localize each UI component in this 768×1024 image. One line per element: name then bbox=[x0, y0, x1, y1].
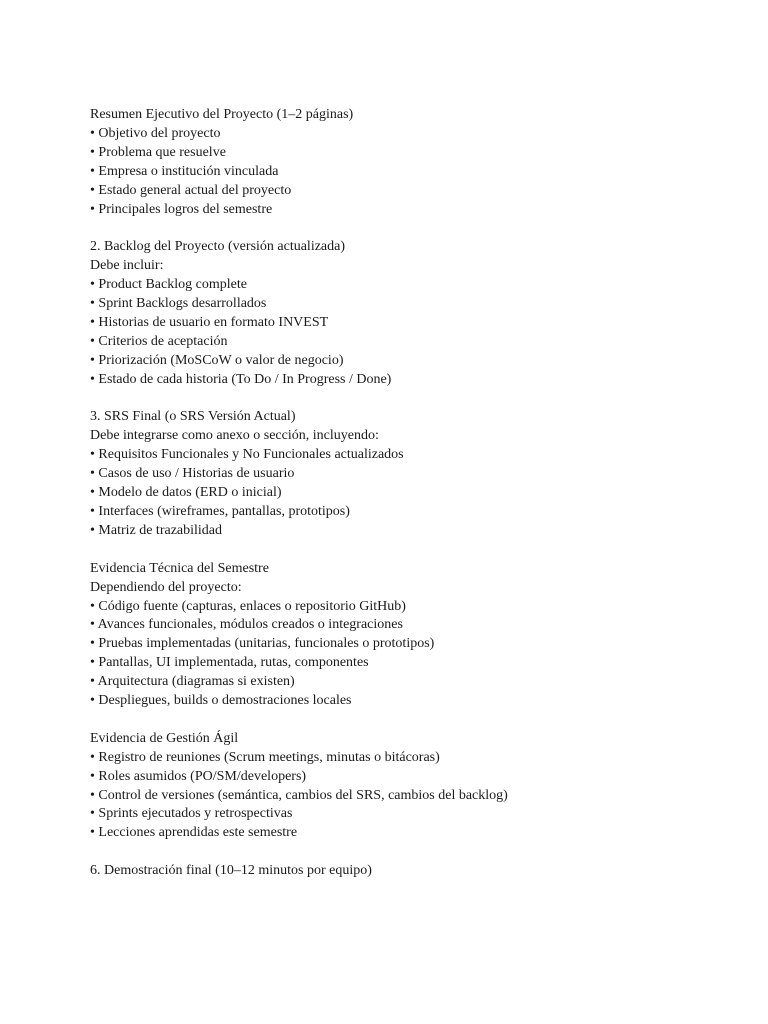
list-item: • Lecciones aprendidas este semestre bbox=[90, 825, 298, 841]
list-item: • Priorización (MoSCoW o valor de negocio) bbox=[90, 352, 344, 368]
list-item: • Avances funcionales, módulos creados o integraciones bbox=[90, 617, 403, 633]
list-item: • Requisitos Funcionales y No Funcionales actualizados bbox=[90, 447, 404, 463]
list-item: • Pantallas, UI implementada, rutas, componentes bbox=[90, 655, 369, 671]
section-heading: Evidencia de Gestión Ágil bbox=[90, 730, 239, 746]
list-item: • Código fuente (capturas, enlaces o repositorio GitHub) bbox=[90, 598, 406, 614]
list-item: • Interfaces (wireframes, pantallas, prototipos) bbox=[90, 504, 350, 519]
list-item: • Estado general actual del proyecto bbox=[90, 182, 292, 198]
list-item: • Control de versiones (semántica, cambios del SRS, cambios del backlog) bbox=[90, 787, 508, 803]
section-heading: 3. SRS Final (o SRS Versión Actual) bbox=[90, 409, 296, 425]
list-item: • Roles asumidos (PO/SM/developers) bbox=[90, 768, 307, 784]
list-item: • Casos de uso / Historias de usuario bbox=[90, 466, 295, 482]
list-item: • Problema que resuelve bbox=[90, 144, 226, 160]
list-item: • Matriz de trazabilidad bbox=[90, 522, 223, 538]
section-backlog bbox=[90, 238, 730, 389]
section-heading: 2. Backlog del Proyecto (versión actualizada) bbox=[90, 239, 346, 255]
section-intro: Debe incluir: bbox=[90, 258, 164, 274]
list-item: • Principales logros del semestre bbox=[90, 201, 273, 217]
section-intro: Dependiendo del proyecto: bbox=[90, 579, 242, 595]
list-item: • Criterios de aceptación bbox=[90, 333, 228, 349]
list-item: • Registro de reuniones (Scrum meetings, minutas o bitácoras) bbox=[90, 749, 440, 765]
section-heading: 6. Demostración final (10–12 minutos por equipo) bbox=[90, 863, 372, 879]
section-srs-final bbox=[90, 408, 730, 540]
section-resumen-ejecutivo bbox=[90, 106, 730, 219]
document-page bbox=[90, 106, 730, 900]
list-item: • Despliegues, builds o demostraciones locales bbox=[90, 693, 352, 709]
list-item: • Objetivo del proyecto bbox=[90, 125, 221, 141]
list-item: • Modelo de datos (ERD o inicial) bbox=[90, 485, 282, 501]
list-item: • Sprints ejecutados y retrospectivas bbox=[90, 806, 293, 822]
list-item: • Arquitectura (diagramas si existen) bbox=[90, 674, 295, 690]
list-item: • Product Backlog complete bbox=[90, 277, 247, 293]
section-gestion-agil bbox=[90, 730, 730, 843]
section-heading: Evidencia Técnica del Semestre bbox=[90, 560, 269, 576]
list-item: • Empresa o institución vinculada bbox=[90, 163, 279, 179]
section-evidencia-tecnica bbox=[90, 560, 730, 711]
list-item: • Historias de usuario en formato INVEST bbox=[90, 314, 329, 330]
list-item: • Estado de cada historia (To Do / In Progress / Done) bbox=[90, 371, 392, 387]
section-heading: Resumen Ejecutivo del Proyecto (1–2 páginas) bbox=[90, 107, 354, 122]
list-item: • Sprint Backlogs desarrollados bbox=[90, 296, 267, 312]
section-intro: Debe integrarse como anexo o sección, incluyendo: bbox=[90, 428, 379, 444]
list-item: • Pruebas implementadas (unitarias, funcionales o prototipos) bbox=[90, 636, 435, 652]
section-demostracion-final bbox=[90, 862, 730, 881]
